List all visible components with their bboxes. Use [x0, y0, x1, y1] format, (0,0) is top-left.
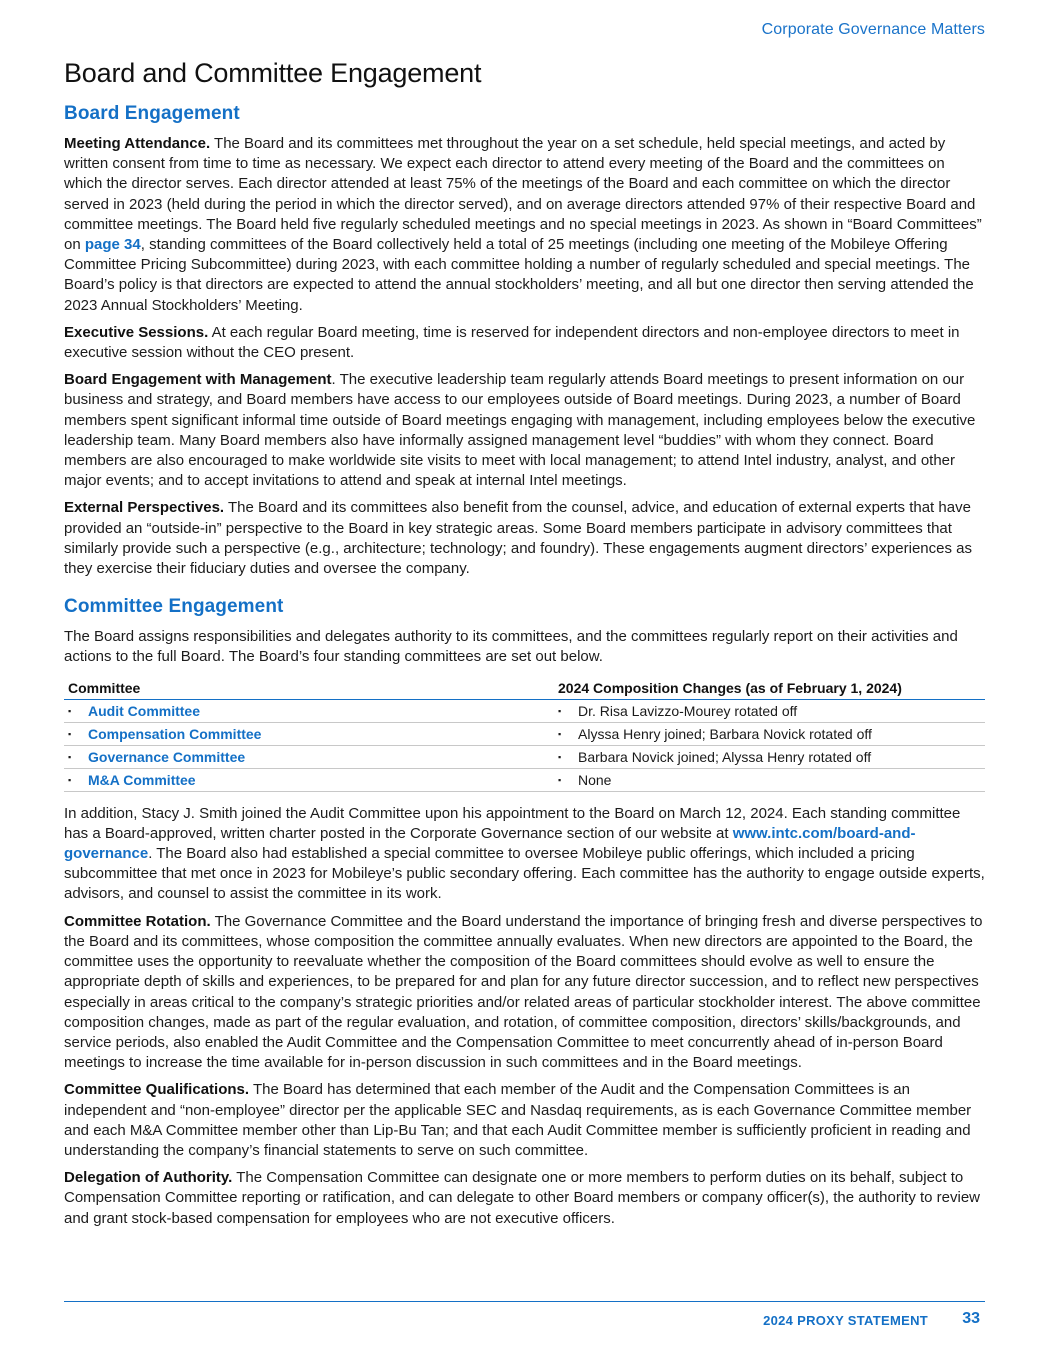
- external-perspectives-paragraph: [64, 498, 985, 579]
- meeting-attendance-text-2: , standing committees of the Board collectively held a total of 25 meetings (including one meeting of the Mobileye Offering Committee Pricing Subcommittee) during 2023, with each committee holding a number of regularly scheduled and special meetings. The Board’s policy is that directors are expected to attend the annual stockholders’ meeting, and all but one director then serving attended the 2023 Annual Stockholders’ Meeting.: [64, 236, 974, 314]
- engagement-management-label: Board Engagement with Management: [64, 371, 332, 389]
- external-perspectives-text: The Board and its committees also benefit from the counsel, advice, and education of external experts that have provided an “outside-in” perspective to the Board in key strategic areas. Some Board members participate in advisory committees that similarly provide such a perspective (e.g., architecture; technology; and foundry). These engagements augment directors’ experiences as they exercise their fiduciary duties and oversee the company.: [64, 499, 972, 578]
- committee-cell: [64, 745, 554, 768]
- addition-text-2: . The Board also had established a special committee to oversee Mobileye public offerings, which included a pricing subcommittee that met once in 2023 for Mobileye’s public secondary offering. Each committee has the authority to engage outside experts, advisors, and counsel to assist the committee in its work.: [64, 845, 985, 903]
- table-row: [64, 768, 985, 791]
- committee-rotation-label: Committee Rotation.: [64, 912, 211, 930]
- page-number: 33: [962, 1310, 980, 1327]
- bullet-icon: ▪: [558, 751, 562, 762]
- delegation-label: Delegation of Authority.: [64, 1169, 233, 1187]
- committee-cell: [64, 699, 554, 722]
- changes-column-header: 2024 Composition Changes (as of February 1, 2024): [554, 678, 985, 700]
- change-cell: [554, 699, 985, 722]
- bullet-icon: ▪: [558, 705, 562, 716]
- bullet-icon: ▪: [558, 728, 562, 739]
- delegation-text: The Compensation Committee can designate one or more members to perform duties on its behalf, subject to Compensation Committee reporting or ratification, and can delegate to other Board members or company officer(s), the authority to review and grant stock-based compensation for employees who are not executive officers.: [64, 1169, 981, 1227]
- delegation-paragraph: [64, 1168, 985, 1229]
- committee-qualifications-paragraph: [64, 1080, 985, 1161]
- committee-qualifications-label: Committee Qualifications.: [64, 1081, 250, 1099]
- audit-committee-link[interactable]: Audit Committee: [88, 702, 200, 719]
- change-cell: [554, 722, 985, 745]
- page-34-link[interactable]: page 34: [84, 236, 141, 254]
- compensation-committee-link[interactable]: Compensation Committee: [88, 725, 262, 742]
- committee-column-header: Committee: [64, 678, 554, 700]
- committee-engagement-heading: Committee Engagement: [64, 596, 284, 618]
- committee-cell: [64, 722, 554, 745]
- change-text: Barbara Novick joined; Alyssa Henry rotated off: [578, 748, 872, 765]
- executive-sessions-label: Executive Sessions.: [64, 323, 209, 341]
- committee-intro-paragraph: The Board assigns responsibilities and delegates authority to its committees, and the committees regularly report on their activities and actions to the full Board. The Board’s four standing committees are set out below.: [64, 628, 958, 666]
- footer-divider: [64, 1301, 985, 1302]
- content: [64, 103, 985, 1236]
- governance-committee-link[interactable]: Governance Committee: [88, 748, 246, 765]
- meeting-attendance-label: Meeting Attendance.: [64, 135, 211, 152]
- table-row: [64, 699, 985, 722]
- bullet-icon: ▪: [558, 774, 562, 785]
- ma-committee-link[interactable]: M&A Committee: [88, 771, 196, 788]
- committee-rotation-text: The Governance Committee and the Board understand the importance of bringing fresh and diverse perspectives to the Board and its committees, whose composition the committee annually evaluates. When new directors are appointed to the Board, the committee uses the opportunity to reevaluate whether the composition of the Board committees should evolve as well to ensure the appropriate depth of skills and experiences, to be prepared for and plan for any future director succession, and to reflect new perspectives especially in areas critical to the company’s strategic priorities and/or related areas of particular stockholder interest. The above committee composition changes, made as part of the regular evaluation, and rotation, of committee composition, directors’ skills/backgrounds, and service periods, also enabled the Audit Committee and the Compensation Committee to meet concurrently ahead of in-person Board meetings to increase the time available for in-person discussion in such committees and in the Board meetings.: [64, 912, 983, 1072]
- board-engagement-heading: Board Engagement: [64, 103, 240, 124]
- addition-paragraph: [64, 804, 985, 905]
- bullet-icon: ▪: [68, 705, 72, 716]
- external-perspectives-label: External Perspectives.: [64, 499, 225, 517]
- meeting-attendance-text-1: The Board and its committees met throughout the year on a set schedule, held special meetings, and acted by written consent from time to time as necessary. We expect each director to attend every meeting of the Board and the committees on which the director serves. Each director attended at least 75% of the meetings of the Board and each committee on which the director served in 2023 (held during the period in which the director served), and on average directors attended 97% of their respective Board and committee meetings. The Board held five regularly scheduled meetings and no special meetings in 2023. As shown in “Board Committees” on: [64, 135, 982, 254]
- bullet-icon: ▪: [68, 751, 72, 762]
- committee-rotation-paragraph: [64, 912, 985, 1074]
- change-text: None: [578, 771, 612, 788]
- committee-qualifications-text: The Board has determined that each member of the Audit and the Compensation Committees is an independent and “non-employee” director per the applicable SEC and Nasdaq requirements, as is each Governance Committee member and each M&A Committee member other than Lip-Bu Tan; and that each Audit Committee member is sufficiently proficient in reading and understanding the company’s financial statements to serve on such committee.: [64, 1081, 972, 1159]
- change-cell: [554, 745, 985, 768]
- section-tag: Corporate Governance Matters: [761, 21, 985, 38]
- committee-table-header: [64, 678, 985, 700]
- change-text: Alyssa Henry joined; Barbara Novick rotated off: [578, 725, 872, 742]
- engagement-management-paragraph: [64, 370, 985, 491]
- bullet-icon: ▪: [68, 774, 72, 785]
- executive-sessions-text: At each regular Board meeting, time is reserved for independent directors and non-employee directors to meet in executive session without the CEO present.: [64, 323, 960, 362]
- engagement-management-text: . The executive leadership team regularly attends Board meetings to present information on our business and strategy, and Board members have access to our employees outside of Board meetings. During 2023, a number of Board members spent significant informal time outside of Board meetings engaging with management, including employees below the executive leadership team. Many Board members also have informally assigned management level “buddies” with whom they connect. Board members are also encouraged to make worldwide site visits to meet with local management; to attend Intel industry, analyst, and other major events; and to accept invitations to attend and speak at internal Intel meetings.: [64, 371, 976, 490]
- change-cell: [554, 768, 985, 791]
- table-row: [64, 722, 985, 745]
- board-governance-website-link[interactable]: www.intc.com/board-and-governance: [64, 824, 916, 863]
- meeting-attendance-paragraph: [64, 134, 985, 316]
- table-row: [64, 745, 985, 768]
- committee-cell: [64, 768, 554, 791]
- executive-sessions-paragraph: [64, 323, 985, 363]
- addition-text-1: In addition, Stacy J. Smith joined the Audit Committee upon his appointment to the Board on March 12, 2024. Each standing committee has a Board-approved, written charter posted in the Corporate Governance section of our website at: [64, 804, 961, 842]
- committee-table: [64, 678, 985, 792]
- change-text: Dr. Risa Lavizzo-Mourey rotated off: [578, 702, 798, 719]
- bullet-icon: ▪: [68, 728, 72, 739]
- page-title: Board and Committee Engagement: [64, 58, 482, 88]
- footer-label: 2024 PROXY STATEMENT: [763, 1313, 928, 1328]
